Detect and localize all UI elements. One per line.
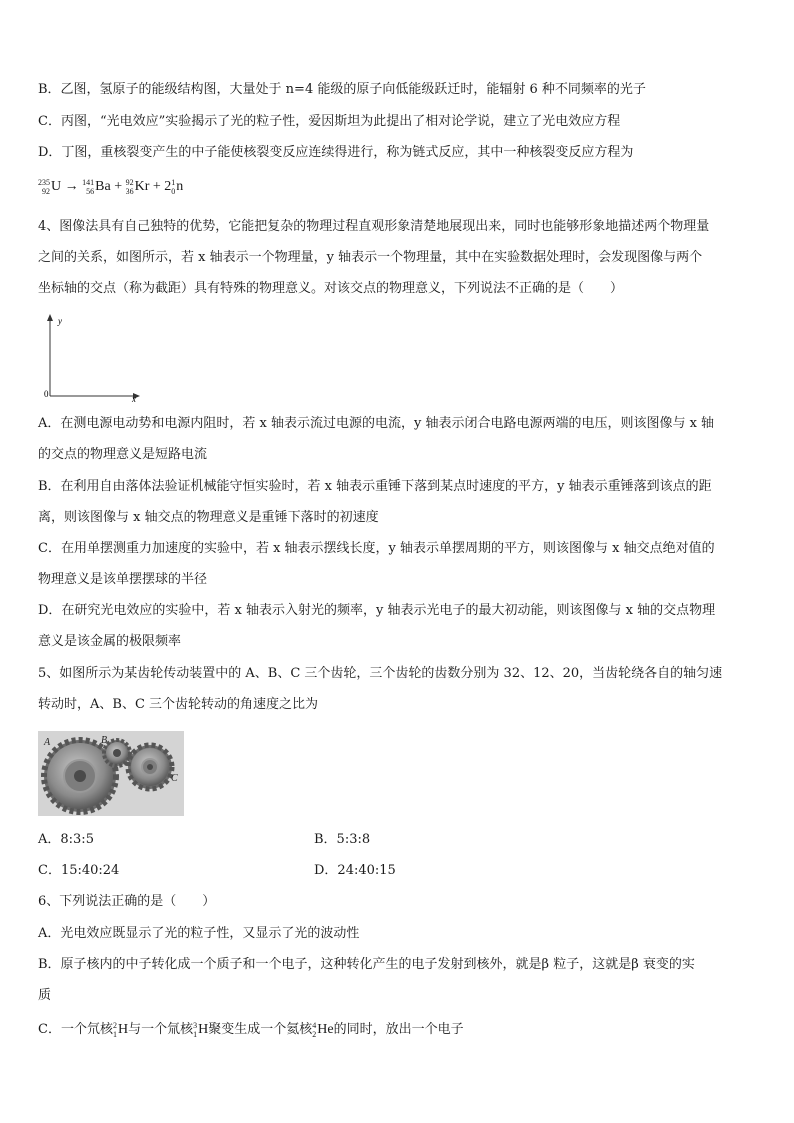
q4-option-b-1: B．在利用自由落体法验证机械能守恒实验时，若 x 轴表示重锤下落到某点时速度的平方，y 轴表示重锤落到该点的距 [38,479,712,494]
q5-option-c: C．15:40:24 [38,863,120,878]
q6-option-c: C．一个氘核 2 1 H与一个氚核 3 1 H聚变生成一个氦核 4 2 He的同时，放出一个电子 [38,1020,464,1039]
q6-stem: 6、下列说法正确的是（ ） [38,894,216,909]
q5-option-a: A．8:3:5 [38,832,94,847]
q3-option-d: D．丁图，重核裂变产生的中子能使核裂变反应连续得进行，称为链式反应，其中一种核裂变反应方程为 [38,145,634,160]
q4-option-d-1: D．在研究光电效应的实验中，若 x 轴表示入射光的频率，y 轴表示光电子的最大初动能，则该图像与 x 轴的交点物理 [38,603,716,618]
deuterium-nuclide: 2 1 H [112,1020,129,1039]
q4-stem-1: 4、图像法具有自己独特的优势，它能把复杂的物理过程直观形象清楚地展现出来，同时也能够形象地描述两个物理量 [38,219,710,234]
barium-nuclide: 141 56 Ba [82,177,111,196]
helium-nuclide: 4 2 He [312,1020,334,1039]
gear-a-label: A [44,737,51,748]
q4-option-c-2: 物理意义是该单摆摆球的半径 [38,572,208,587]
gear-c-label: C [171,773,178,784]
tritium-nuclide: 3 1 H [193,1020,209,1039]
q5-option-b: B．5:3:8 [314,832,371,847]
q6-option-b-1: B．原子核内的中子转化成一个质子和一个电子，这种转化产生的电子发射到核外，就是β 粒子，这就是β 衰变的实 [38,957,695,972]
reaction-arrow: → [64,179,79,194]
plus-two: + 2 [152,179,172,194]
q4-stem-3: 坐标轴的交点（称为截距）具有特殊的物理意义。对该交点的物理意义，下列说法不正确的是（ ） [38,281,624,296]
q5-stem-2: 转动时，A、B、C 三个齿轮转动的角速度之比为 [38,697,319,712]
axes-diagram [38,312,148,402]
fission-equation [38,177,183,197]
gear-figure [38,731,184,816]
q3-option-b: B．乙图，氢原子的能级结构图，大量处于 n=4 能级的原子向低能级跃迁时，能辐射 6 种不同频率的光子 [38,82,646,97]
q5-stem-1: 5、如图所示为某齿轮传动装置中的 A、B、C 三个齿轮，三个齿轮的齿数分别为 32、12、20，当齿轮绕各自的轴匀速 [38,666,723,681]
y-axis-label: y [58,316,62,326]
q6-option-b-2: 质 [38,988,52,1003]
q4-option-a-1: A．在测电源电动势和电源内阻时，若 x 轴表示流过电源的电流，y 轴表示闭合电路电源两端的电压，则该图像与 x 轴 [38,416,715,431]
q4-option-c-1: C．在用单摆测重力加速度的实验中，若 x 轴表示摆线长度，y 轴表示单摆周期的平方，则该图像与 x 轴交点绝对值的 [38,541,715,556]
q5-option-d: D．24:40:15 [314,863,396,878]
q3-option-c: C．丙图，“光电效应”实验揭示了光的粒子性，爱因斯坦为此提出了相对论学说，建立了光电效应方程 [38,114,621,129]
krypton-nuclide: 92 36 Kr [125,177,150,196]
q6-option-a: A．光电效应既显示了光的粒子性，又显示了光的波动性 [38,926,360,941]
q4-option-a-2: 的交点的物理意义是短路电流 [38,447,208,462]
q4-stem-2: 之间的关系，如图所示，若 x 轴表示一个物理量，y 轴表示一个物理量，其中在实验数据处理时，会发现图像与两个 [38,250,703,265]
origin-label: 0 [44,389,49,399]
neutron: 1 0 n [171,177,184,196]
q4-option-d-2: 意义是该金属的极限频率 [38,634,182,649]
gear-b-label: B [101,735,108,746]
gears-icon [38,731,184,816]
uranium-nuclide: 235 92 U [38,177,62,196]
plus-sign: + [114,179,123,194]
q4-option-b-2: 离，则该图像与 x 轴交点的物理意义是重锤下落时的初速度 [38,510,379,525]
x-axis-label: x [132,394,136,402]
